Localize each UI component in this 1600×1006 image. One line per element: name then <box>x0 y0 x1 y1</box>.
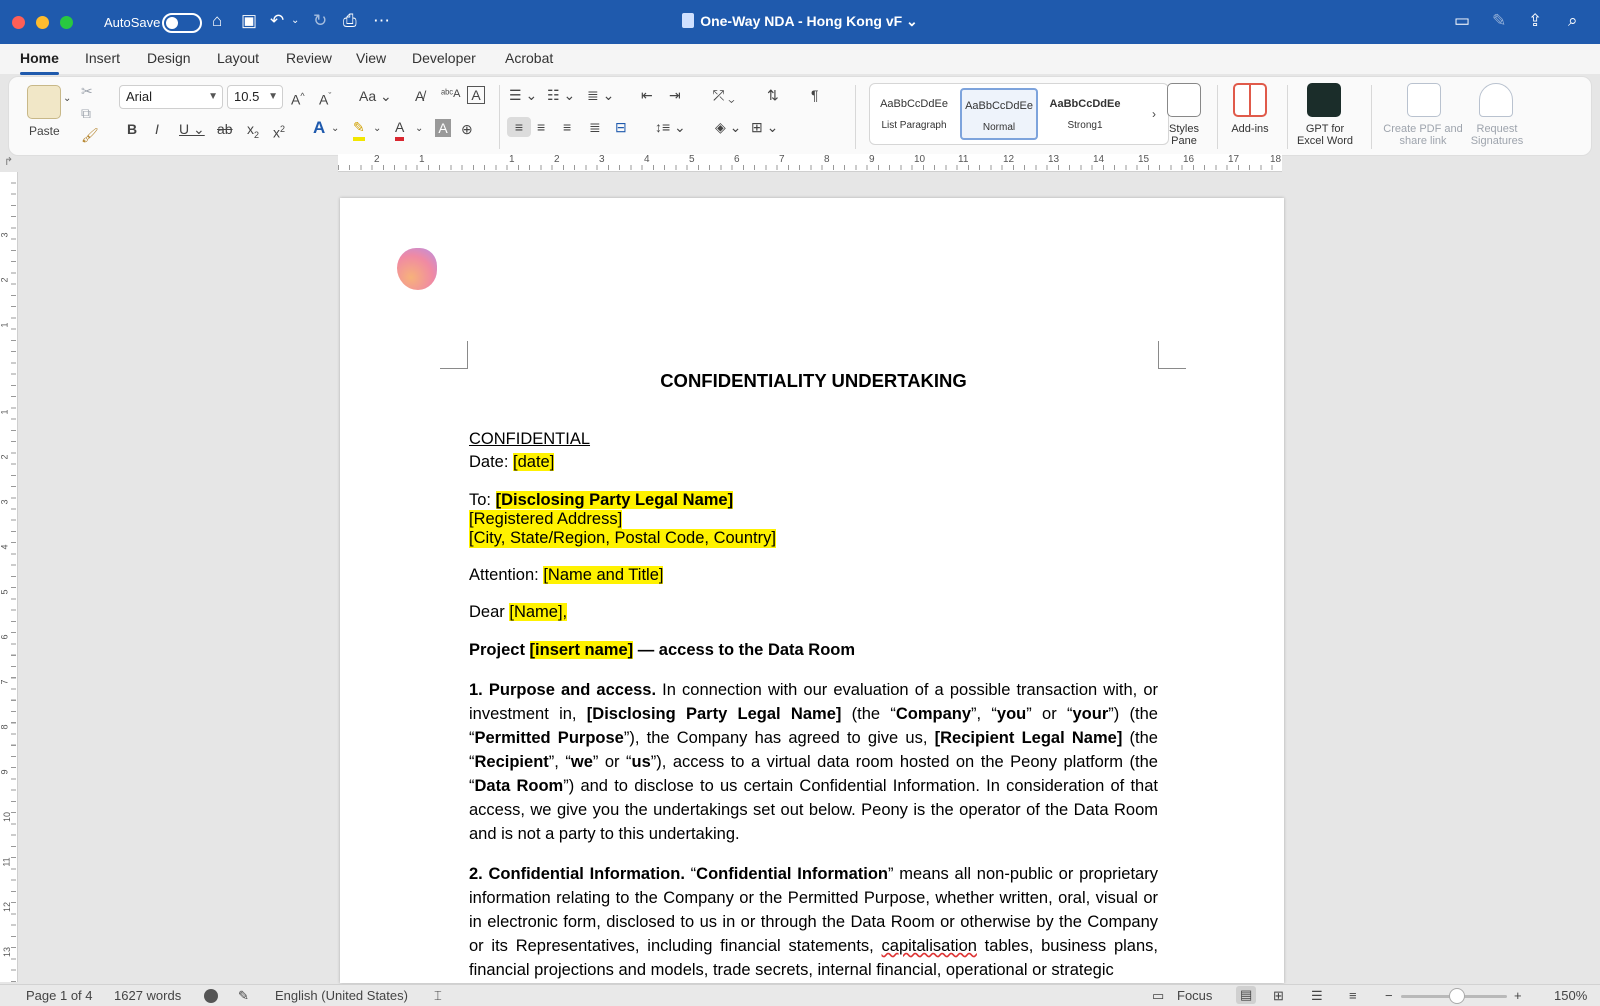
add-ins-label[interactable]: Add-ins <box>1231 123 1269 135</box>
document-heading: CONFIDENTIALITY UNDERTAKING <box>660 370 967 391</box>
web-layout-icon[interactable]: ⊞ <box>1273 988 1284 1003</box>
gpt-for-excel-word-label[interactable]: GPT for Excel Word <box>1296 123 1354 147</box>
home-icon[interactable]: ⌂ <box>212 11 223 30</box>
ruler-number: 5 <box>689 154 695 165</box>
tab-view[interactable]: View <box>356 50 387 66</box>
ruler-number: 2 <box>374 154 380 165</box>
clause-term: we <box>570 753 593 771</box>
request-signatures-icon[interactable] <box>1479 83 1513 117</box>
share-icon[interactable]: ⇪ <box>1528 11 1543 30</box>
ruler-number: 1 <box>0 322 10 328</box>
request-signatures-label[interactable]: Request Signatures <box>1470 123 1524 147</box>
disclosing-party-placeholder: [Disclosing Party Legal Name] <box>495 491 734 509</box>
word-count[interactable]: 1627 words <box>114 988 182 1003</box>
superscript-icon[interactable]: $x^2$ <box>273 124 286 141</box>
numbering-icon[interactable]: ☷ ⌄ <box>547 87 576 103</box>
ruler-number: 1 <box>0 409 10 415</box>
name-placeholder: [Name], <box>509 603 568 621</box>
highlight-color-icon[interactable]: ✎ <box>353 117 365 141</box>
ruler-number: 15 <box>1138 154 1150 165</box>
format-painter-icon[interactable]: 🖌 <box>81 127 99 143</box>
styles-next-icon[interactable]: › <box>1152 107 1156 121</box>
ruler-number: 4 <box>0 544 10 550</box>
paragraph-1 <box>469 678 1158 846</box>
styles-pane-icon[interactable] <box>1167 83 1201 117</box>
clause-text: ”) and to disclose to us certain Confidential Information. In consideration of that access, we give you the undertakings set out below. Peony is the operator of the Data Room and is not a party to this undertaking. <box>469 777 1158 843</box>
bold-icon[interactable]: B <box>127 121 138 137</box>
focus-icon[interactable]: ▭ <box>1152 988 1165 1003</box>
cut-icon[interactable]: ✂ <box>81 83 93 99</box>
accessibility-icon[interactable] <box>204 989 218 1003</box>
clause-term: Company <box>895 705 972 723</box>
language-indicator[interactable]: English (United States) <box>275 988 408 1003</box>
clause-text: ”), the Company has agreed to give us, <box>623 729 935 747</box>
city-placeholder: [City, State/Region, Postal Code, Country] <box>469 529 776 547</box>
company-logo <box>397 248 437 290</box>
chevron-down-icon: ▼ <box>208 91 218 102</box>
clause-text: ”, “ <box>971 705 997 723</box>
autosave-label: AutoSave <box>104 15 161 30</box>
tab-selector-icon[interactable]: ↱ <box>4 156 14 168</box>
ruler-number: 14 <box>1093 154 1105 165</box>
crop-mark <box>440 341 468 369</box>
spelling-flagged-word[interactable]: capitalisation <box>881 937 977 955</box>
project-line <box>469 641 855 660</box>
ribbon-tabs <box>0 44 1600 74</box>
clause-term: [Disclosing Party Legal Name] <box>586 705 842 723</box>
ruler-number: 11 <box>1 857 12 867</box>
ruler-number: 18 <box>1270 154 1282 165</box>
font-color-icon[interactable]: A <box>395 117 404 141</box>
tab-acrobat[interactable]: Acrobat <box>505 50 554 66</box>
zoom-in-icon[interactable]: + <box>1514 988 1522 1003</box>
separator <box>1217 85 1218 149</box>
style-strong1[interactable] <box>1046 88 1124 140</box>
font-size-value: 10.5 <box>234 89 260 104</box>
ruler-number: 1 <box>509 154 515 165</box>
line-spacing-icon[interactable]: ↕≡ ⌄ <box>655 119 686 135</box>
clause-term: you <box>996 705 1027 723</box>
ruler-number: 9 <box>0 769 10 775</box>
attention-line <box>469 566 663 585</box>
clause-term: us <box>631 753 651 771</box>
document-page[interactable] <box>340 198 1284 983</box>
separator <box>1371 85 1372 149</box>
ruler-number: 11 <box>958 154 969 165</box>
ruler-number: 16 <box>1183 154 1195 165</box>
text-predictions-icon[interactable]: ⌶ <box>434 988 442 1003</box>
ruler-number: 6 <box>734 154 740 165</box>
text-direction-icon[interactable]: ⤱ ⌄ <box>713 87 735 103</box>
font-name-value: Arial <box>126 89 153 104</box>
ruler-number: 5 <box>0 589 10 595</box>
date-label: Date: <box>469 453 514 471</box>
paste-dropdown-icon[interactable]: ⌄ <box>63 93 72 104</box>
copy-icon[interactable]: ⧉ <box>81 105 91 121</box>
tab-home[interactable]: Home <box>20 50 59 66</box>
font-color-dropdown-icon[interactable]: ⌄ <box>415 123 424 134</box>
multilevel-list-icon[interactable]: ≣ ⌄ <box>587 87 615 103</box>
ruler-number: 7 <box>0 679 10 685</box>
zoom-slider-handle[interactable] <box>1449 988 1465 1004</box>
horizontal-ruler[interactable] <box>338 154 1282 172</box>
style-sample: AaBbCcDdEe <box>1049 98 1121 110</box>
word-doc-icon <box>682 13 694 28</box>
ruler-number: 3 <box>599 154 605 165</box>
focus-mode-label[interactable]: Focus <box>1177 988 1213 1003</box>
gpt-for-excel-word-icon[interactable] <box>1307 83 1341 117</box>
more-icon[interactable]: ⋯ <box>373 11 390 30</box>
distributed-icon[interactable]: ⊟ <box>615 119 627 135</box>
comments-icon[interactable]: ▭ <box>1454 11 1471 30</box>
ruler-number: 2 <box>0 454 10 460</box>
outline-view-icon[interactable]: ☰ <box>1311 988 1323 1003</box>
character-border-icon[interactable]: A <box>467 86 485 104</box>
clause-text: tables, business plans, financial projections and models, trade secrets, internal financial, operational or strategic <box>469 937 1158 979</box>
clause-text: ”) (the “ <box>469 705 1158 747</box>
clause-text: (the “ <box>841 705 896 723</box>
clause-text: ” or “ <box>592 753 632 771</box>
clause-term: Permitted Purpose <box>474 729 624 747</box>
font-name-select[interactable] <box>119 85 223 109</box>
track-changes-icon[interactable]: ✎ <box>238 988 249 1003</box>
decrease-indent-icon[interactable]: ⇤ <box>641 87 653 103</box>
clause-text: ” or “ <box>1026 705 1073 723</box>
align-center-icon[interactable]: ≡ <box>537 119 546 135</box>
tab-insert[interactable]: Insert <box>85 50 121 66</box>
sort-icon[interactable]: ⇅ <box>767 87 779 103</box>
zoom-out-icon[interactable]: − <box>1385 988 1393 1003</box>
ruler-number: 6 <box>0 634 10 640</box>
add-ins-icon[interactable] <box>1233 83 1267 117</box>
paragraph-2 <box>469 862 1158 982</box>
attention-placeholder: [Name and Title] <box>543 566 664 584</box>
shading-icon[interactable]: ◈ ⌄ <box>715 119 742 135</box>
grow-font-icon[interactable]: A^ <box>291 91 305 108</box>
paste-label[interactable]: Paste <box>29 124 60 138</box>
attention-label: Attention: <box>469 566 544 584</box>
status-bar <box>0 984 1600 1006</box>
clause-text: In connection with our evaluation of a possible transaction with, or investment in, <box>469 681 1158 723</box>
clause-heading: 2. Confidential Information. <box>469 865 685 883</box>
ruler-number: 2 <box>554 154 560 165</box>
clause-term: Recipient <box>474 753 549 771</box>
print-icon[interactable]: ⎙ <box>343 11 357 30</box>
save-icon[interactable]: ▣ <box>241 11 258 30</box>
character-shading-icon[interactable]: A <box>435 119 451 137</box>
change-case-label: Aa <box>359 88 377 104</box>
pen-icon[interactable]: ✎ <box>1492 11 1507 30</box>
clause-text: ”, “ <box>548 753 571 771</box>
ruler-number: 1 <box>419 154 425 165</box>
enclose-characters-icon[interactable]: ⊕ <box>461 121 473 137</box>
confidential-label: CONFIDENTIAL <box>469 430 591 448</box>
undo-dropdown-icon[interactable]: ⌄ <box>291 15 300 26</box>
to-label: To: <box>469 491 496 509</box>
font-size-select[interactable] <box>227 85 283 109</box>
styles-pane-label[interactable]: Styles Pane <box>1169 123 1199 147</box>
ruler-number: 17 <box>1228 154 1240 165</box>
date-placeholder: [date] <box>513 453 555 471</box>
subscript-icon[interactable]: $x_2$ <box>247 121 260 140</box>
clause-term: Data Room <box>474 777 564 795</box>
separator <box>499 85 500 149</box>
tab-design[interactable]: Design <box>147 50 191 66</box>
tab-review[interactable]: Review <box>286 50 332 66</box>
ruler-number: 10 <box>2 811 13 823</box>
date-line <box>469 453 554 472</box>
ruler-number: 8 <box>824 154 830 165</box>
create-pdf-icon[interactable] <box>1407 83 1441 117</box>
shrink-font-icon[interactable]: $A^ˇ$ <box>319 91 332 108</box>
clause-heading: 1. Purpose and access. <box>469 681 657 699</box>
clear-formatting-icon[interactable]: A̸ <box>415 88 425 104</box>
paste-icon[interactable] <box>27 85 61 119</box>
style-normal[interactable] <box>960 88 1038 140</box>
clause-text: “ <box>684 865 697 883</box>
ruler-number: 12 <box>1003 154 1015 165</box>
strikethrough-icon[interactable]: ab <box>217 121 233 137</box>
to-line <box>469 491 733 510</box>
styles-gallery <box>869 83 1169 145</box>
vertical-ruler[interactable] <box>0 172 18 982</box>
separator <box>855 85 856 149</box>
justify-icon[interactable]: ≣ <box>589 119 601 135</box>
ruler-number: 2 <box>0 277 10 283</box>
project-placeholder: [insert name] <box>529 641 634 659</box>
bullets-icon[interactable]: ☰ ⌄ <box>509 87 538 103</box>
ruler-number: 10 <box>914 154 926 165</box>
clause-term: [Recipient Legal Name] <box>934 729 1123 747</box>
change-case-button[interactable]: Aa ⌄ <box>359 88 392 104</box>
italic-icon[interactable]: I <box>155 121 159 137</box>
clause-text: (the “ <box>469 729 1158 771</box>
borders-icon[interactable]: ⊞ ⌄ <box>751 119 779 135</box>
align-left-icon[interactable]: ≡ <box>507 117 531 137</box>
ruler-number: 3 <box>0 499 10 505</box>
ruler-number: 13 <box>1048 154 1060 165</box>
style-name: Strong1 <box>1067 120 1103 131</box>
style-name: List Paragraph <box>881 120 947 131</box>
text-effects-dropdown-icon[interactable]: ⌄ <box>331 123 340 134</box>
ruler-number: 9 <box>869 154 875 165</box>
clause-term: Confidential Information <box>696 865 888 883</box>
page-count[interactable]: Page 1 of 4 <box>26 988 93 1003</box>
search-icon[interactable]: ⌕ <box>1568 11 1578 30</box>
text-effects-icon[interactable]: A <box>313 118 326 137</box>
redo-icon[interactable]: ↻ <box>313 11 328 30</box>
title-bar <box>0 0 1600 44</box>
style-name: Normal <box>982 122 1016 133</box>
registered-address-placeholder: [Registered Address] <box>469 510 623 528</box>
clause-text: ” means all non-public or proprietary information relating to the Company or the Permitted Purpose, whether written, oral, visual or in electronic form, disclosed to us in or through the Data Room or otherwise by the Company or its Representatives, including financial statements, <box>469 865 1158 955</box>
increase-indent-icon[interactable]: ⇥ <box>669 87 681 103</box>
undo-icon[interactable]: ↶ <box>270 11 285 30</box>
ruler-number: 13 <box>2 946 13 958</box>
ruler-number: 7 <box>779 154 785 165</box>
ruler-number: 4 <box>644 154 650 165</box>
salutation-line <box>469 603 567 622</box>
project-suffix: — access to the Data Room <box>633 641 856 659</box>
draft-view-icon[interactable]: ≡ <box>1349 988 1357 1003</box>
style-sample: AaBbCcDdEe <box>880 98 948 110</box>
ribbon-home <box>8 76 1592 156</box>
underline-icon[interactable]: U ⌄ <box>179 121 205 137</box>
style-sample: AaBbCcDdEe <box>965 100 1033 112</box>
style-list-paragraph[interactable] <box>875 88 953 140</box>
document-title-text: One-Way NDA - Hong Kong vF <box>700 13 903 29</box>
tab-layout[interactable]: Layout <box>217 50 260 66</box>
print-layout-icon[interactable]: ▤ <box>1236 986 1256 1004</box>
clause-text: ”), access to a virtual data room hosted on the Peony platform (the “ <box>469 753 1158 795</box>
dear-label: Dear <box>469 603 510 621</box>
separator <box>1287 85 1288 149</box>
chevron-down-icon: ▼ <box>268 91 278 102</box>
create-pdf-label[interactable]: Create PDF and share link <box>1383 123 1463 147</box>
clause-term: your <box>1072 705 1109 723</box>
crop-mark <box>1158 341 1186 369</box>
document-title[interactable]: One-Way NDA - Hong Kong vF ⌄ <box>0 13 1600 30</box>
zoom-level[interactable]: 150% <box>1554 988 1588 1003</box>
phonetic-guide-icon[interactable]: ᵃᵇᶜA <box>441 88 461 100</box>
tab-developer[interactable]: Developer <box>412 50 476 66</box>
ruler-number: 3 <box>0 232 10 238</box>
project-label: Project <box>469 641 530 659</box>
align-right-icon[interactable]: ≡ <box>563 119 572 135</box>
show-formatting-marks-icon[interactable]: ¶ <box>811 87 819 103</box>
ruler-number: 12 <box>2 901 13 913</box>
ruler-number: 8 <box>0 724 10 730</box>
highlight-dropdown-icon[interactable]: ⌄ <box>373 123 382 134</box>
